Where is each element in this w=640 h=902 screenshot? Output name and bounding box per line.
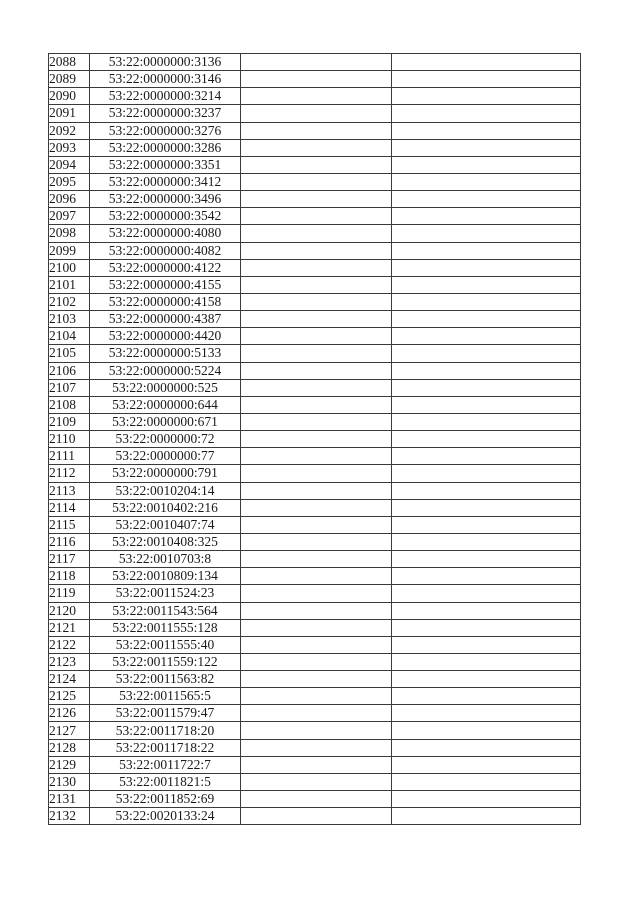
row-number-cell: 2113	[49, 482, 90, 499]
empty-cell	[241, 225, 392, 242]
cadastral-number-cell: 53:22:0000000:644	[90, 396, 241, 413]
empty-cell	[241, 568, 392, 585]
row-number-cell: 2117	[49, 551, 90, 568]
table-row	[49, 173, 581, 190]
empty-cell	[392, 396, 581, 413]
empty-cell	[241, 739, 392, 756]
row-number-cell: 2088	[49, 54, 90, 71]
empty-cell	[392, 122, 581, 139]
row-number-cell: 2126	[49, 705, 90, 722]
table-row	[49, 328, 581, 345]
table-row	[49, 276, 581, 293]
empty-cell	[392, 431, 581, 448]
empty-cell	[241, 722, 392, 739]
table-row	[49, 191, 581, 208]
empty-cell	[392, 808, 581, 825]
row-number-cell: 2091	[49, 105, 90, 122]
row-number-cell: 2104	[49, 328, 90, 345]
empty-cell	[241, 688, 392, 705]
empty-cell	[392, 465, 581, 482]
empty-cell	[241, 653, 392, 670]
empty-cell	[392, 516, 581, 533]
cadastral-number-cell: 53:22:0000000:3237	[90, 105, 241, 122]
empty-cell	[241, 242, 392, 259]
empty-cell	[392, 379, 581, 396]
empty-cell	[241, 88, 392, 105]
cadastral-number-cell: 53:22:0000000:72	[90, 431, 241, 448]
cadastral-number-cell: 53:22:0000000:3214	[90, 88, 241, 105]
row-number-cell: 2094	[49, 156, 90, 173]
cadastral-number-cell: 53:22:0011563:82	[90, 671, 241, 688]
table-row	[49, 396, 581, 413]
empty-cell	[241, 122, 392, 139]
row-number-cell: 2115	[49, 516, 90, 533]
empty-cell	[392, 533, 581, 550]
row-number-cell: 2103	[49, 311, 90, 328]
cadastral-number-cell: 53:22:0011565:5	[90, 688, 241, 705]
row-number-cell: 2107	[49, 379, 90, 396]
cadastral-number-cell: 53:22:0000000:3496	[90, 191, 241, 208]
cadastral-number-cell: 53:22:0000000:3286	[90, 139, 241, 156]
empty-cell	[241, 208, 392, 225]
table-row	[49, 636, 581, 653]
cadastral-number-cell: 53:22:0000000:3412	[90, 173, 241, 190]
table-row	[49, 259, 581, 276]
empty-cell	[392, 293, 581, 310]
cadastral-number-cell: 53:22:0000000:4082	[90, 242, 241, 259]
cadastral-number-cell: 53:22:0000000:3542	[90, 208, 241, 225]
table-row	[49, 156, 581, 173]
cadastral-number-cell: 53:22:0011821:5	[90, 773, 241, 790]
empty-cell	[392, 671, 581, 688]
empty-cell	[392, 653, 581, 670]
table-row	[49, 54, 581, 71]
cadastral-number-cell: 53:22:0010703:8	[90, 551, 241, 568]
empty-cell	[392, 88, 581, 105]
row-number-cell: 2090	[49, 88, 90, 105]
table-row	[49, 208, 581, 225]
row-number-cell: 2127	[49, 722, 90, 739]
empty-cell	[392, 345, 581, 362]
empty-cell	[241, 191, 392, 208]
empty-cell	[241, 156, 392, 173]
row-number-cell: 2097	[49, 208, 90, 225]
cadastral-number-cell: 53:22:0011555:128	[90, 619, 241, 636]
row-number-cell: 2131	[49, 791, 90, 808]
empty-cell	[392, 705, 581, 722]
empty-cell	[392, 448, 581, 465]
table-row	[49, 568, 581, 585]
cadastral-number-cell: 53:22:0010204:14	[90, 482, 241, 499]
table-row	[49, 71, 581, 88]
empty-cell	[241, 448, 392, 465]
table-row	[49, 808, 581, 825]
empty-cell	[241, 791, 392, 808]
table-row	[49, 448, 581, 465]
cadastral-number-cell: 53:22:0011722:7	[90, 756, 241, 773]
empty-cell	[392, 54, 581, 71]
empty-cell	[241, 482, 392, 499]
row-number-cell: 2110	[49, 431, 90, 448]
row-number-cell: 2122	[49, 636, 90, 653]
cadastral-number-cell: 53:22:0000000:4080	[90, 225, 241, 242]
table-row	[49, 139, 581, 156]
empty-cell	[241, 173, 392, 190]
empty-cell	[241, 773, 392, 790]
empty-cell	[241, 379, 392, 396]
empty-cell	[241, 105, 392, 122]
row-number-cell: 2092	[49, 122, 90, 139]
row-number-cell: 2119	[49, 585, 90, 602]
empty-cell	[241, 259, 392, 276]
empty-cell	[241, 413, 392, 430]
empty-cell	[241, 362, 392, 379]
table-row	[49, 688, 581, 705]
cadastral-number-cell: 53:22:0000000:4387	[90, 311, 241, 328]
table-row	[49, 739, 581, 756]
cadastral-number-cell: 53:22:0011718:22	[90, 739, 241, 756]
empty-cell	[241, 533, 392, 550]
table-row	[49, 362, 581, 379]
empty-cell	[241, 516, 392, 533]
cadastral-number-cell: 53:22:0010402:216	[90, 499, 241, 516]
table-row	[49, 413, 581, 430]
cadastral-number-cell: 53:22:0000000:4155	[90, 276, 241, 293]
empty-cell	[241, 551, 392, 568]
empty-cell	[392, 225, 581, 242]
table-row	[49, 499, 581, 516]
table-row	[49, 311, 581, 328]
cadastral-number-cell: 53:22:0000000:3351	[90, 156, 241, 173]
empty-cell	[241, 396, 392, 413]
empty-cell	[241, 636, 392, 653]
row-number-cell: 2101	[49, 276, 90, 293]
cadastral-number-cell: 53:22:0011718:20	[90, 722, 241, 739]
cadastral-number-cell: 53:22:0011579:47	[90, 705, 241, 722]
empty-cell	[241, 345, 392, 362]
table-row	[49, 345, 581, 362]
table-row	[49, 756, 581, 773]
table-row	[49, 379, 581, 396]
table-row	[49, 105, 581, 122]
empty-cell	[241, 465, 392, 482]
cadastral-number-cell: 53:22:0011524:23	[90, 585, 241, 602]
cadastral-number-cell: 53:22:0000000:5133	[90, 345, 241, 362]
table-row	[49, 671, 581, 688]
row-number-cell: 2109	[49, 413, 90, 430]
empty-cell	[392, 208, 581, 225]
empty-cell	[241, 293, 392, 310]
empty-cell	[392, 276, 581, 293]
table-row	[49, 293, 581, 310]
row-number-cell: 2124	[49, 671, 90, 688]
cadastral-number-cell: 53:22:0000000:4420	[90, 328, 241, 345]
empty-cell	[392, 71, 581, 88]
empty-cell	[392, 242, 581, 259]
empty-cell	[392, 311, 581, 328]
empty-cell	[392, 722, 581, 739]
row-number-cell: 2099	[49, 242, 90, 259]
empty-cell	[241, 705, 392, 722]
cadastral-number-cell: 53:22:0000000:3276	[90, 122, 241, 139]
row-number-cell: 2106	[49, 362, 90, 379]
empty-cell	[392, 139, 581, 156]
cadastral-number-cell: 53:22:0010809:134	[90, 568, 241, 585]
cadastral-number-cell: 53:22:0000000:5224	[90, 362, 241, 379]
empty-cell	[392, 568, 581, 585]
empty-cell	[392, 259, 581, 276]
row-number-cell: 2116	[49, 533, 90, 550]
row-number-cell: 2096	[49, 191, 90, 208]
empty-cell	[392, 105, 581, 122]
cadastral-number-cell: 53:22:0010407:74	[90, 516, 241, 533]
empty-cell	[392, 413, 581, 430]
table-row	[49, 242, 581, 259]
empty-cell	[392, 328, 581, 345]
table-row	[49, 465, 581, 482]
row-number-cell: 2121	[49, 619, 90, 636]
empty-cell	[392, 482, 581, 499]
empty-cell	[241, 311, 392, 328]
cadastral-number-cell: 53:22:0010408:325	[90, 533, 241, 550]
empty-cell	[392, 173, 581, 190]
row-number-cell: 2118	[49, 568, 90, 585]
empty-cell	[392, 791, 581, 808]
empty-cell	[241, 328, 392, 345]
cadastral-number-cell: 53:22:0000000:77	[90, 448, 241, 465]
row-number-cell: 2132	[49, 808, 90, 825]
cadastral-number-cell: 53:22:0000000:4122	[90, 259, 241, 276]
cadastral-number-cell: 53:22:0000000:3146	[90, 71, 241, 88]
empty-cell	[392, 191, 581, 208]
cadastral-number-cell: 53:22:0000000:791	[90, 465, 241, 482]
table-row	[49, 225, 581, 242]
row-number-cell: 2120	[49, 602, 90, 619]
cadastral-number-cell: 53:22:0011852:69	[90, 791, 241, 808]
table-row	[49, 619, 581, 636]
empty-cell	[241, 671, 392, 688]
table-row	[49, 791, 581, 808]
empty-cell	[392, 362, 581, 379]
table-row	[49, 653, 581, 670]
row-number-cell: 2098	[49, 225, 90, 242]
table-row	[49, 722, 581, 739]
table-body	[49, 54, 581, 825]
empty-cell	[392, 602, 581, 619]
cadastral-table	[48, 53, 581, 825]
empty-cell	[241, 71, 392, 88]
row-number-cell: 2108	[49, 396, 90, 413]
cadastral-number-cell: 53:22:0000000:4158	[90, 293, 241, 310]
empty-cell	[241, 276, 392, 293]
row-number-cell: 2089	[49, 71, 90, 88]
cadastral-number-cell: 53:22:0011543:564	[90, 602, 241, 619]
table-row	[49, 585, 581, 602]
empty-cell	[392, 619, 581, 636]
row-number-cell: 2128	[49, 739, 90, 756]
table-row	[49, 533, 581, 550]
empty-cell	[392, 551, 581, 568]
cadastral-number-cell: 53:22:0000000:525	[90, 379, 241, 396]
row-number-cell: 2114	[49, 499, 90, 516]
empty-cell	[241, 139, 392, 156]
empty-cell	[241, 619, 392, 636]
row-number-cell: 2100	[49, 259, 90, 276]
table-row	[49, 773, 581, 790]
empty-cell	[241, 808, 392, 825]
row-number-cell: 2102	[49, 293, 90, 310]
empty-cell	[392, 756, 581, 773]
empty-cell	[392, 156, 581, 173]
empty-cell	[241, 431, 392, 448]
table-row	[49, 88, 581, 105]
table-row	[49, 482, 581, 499]
empty-cell	[392, 499, 581, 516]
empty-cell	[241, 756, 392, 773]
empty-cell	[241, 585, 392, 602]
empty-cell	[392, 688, 581, 705]
row-number-cell: 2123	[49, 653, 90, 670]
row-number-cell: 2112	[49, 465, 90, 482]
empty-cell	[392, 773, 581, 790]
row-number-cell: 2129	[49, 756, 90, 773]
table-row	[49, 122, 581, 139]
table-row	[49, 705, 581, 722]
empty-cell	[241, 54, 392, 71]
empty-cell	[241, 499, 392, 516]
row-number-cell: 2093	[49, 139, 90, 156]
table-row	[49, 602, 581, 619]
cadastral-number-cell: 53:22:0011555:40	[90, 636, 241, 653]
row-number-cell: 2130	[49, 773, 90, 790]
table-row	[49, 431, 581, 448]
empty-cell	[392, 739, 581, 756]
row-number-cell: 2095	[49, 173, 90, 190]
row-number-cell: 2105	[49, 345, 90, 362]
cadastral-number-cell: 53:22:0000000:671	[90, 413, 241, 430]
table-row	[49, 516, 581, 533]
cadastral-number-cell: 53:22:0020133:24	[90, 808, 241, 825]
row-number-cell: 2111	[49, 448, 90, 465]
cadastral-number-cell: 53:22:0011559:122	[90, 653, 241, 670]
table-row	[49, 551, 581, 568]
empty-cell	[241, 602, 392, 619]
empty-cell	[392, 585, 581, 602]
row-number-cell: 2125	[49, 688, 90, 705]
empty-cell	[392, 636, 581, 653]
cadastral-number-cell: 53:22:0000000:3136	[90, 54, 241, 71]
